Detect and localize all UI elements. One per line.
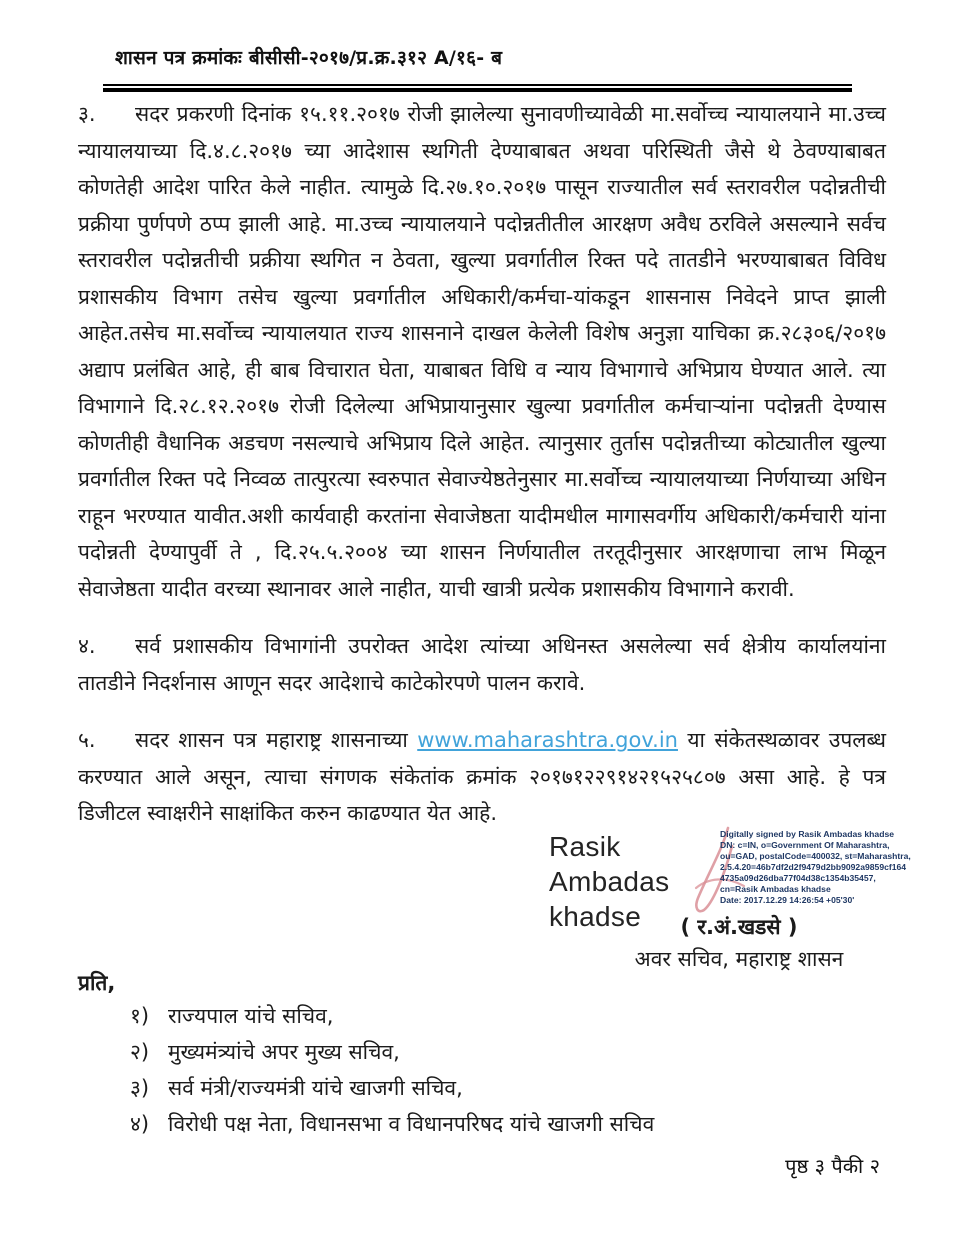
letter-body bbox=[78, 96, 895, 853]
copy-to-item bbox=[130, 1110, 850, 1146]
signature-detail-line: 2.5.4.20=46b7df2d2f9479d2bb9092a9859cf164 bbox=[720, 862, 907, 872]
signatory-name-marathi: ( र.अं.खडसे ) bbox=[680, 915, 798, 939]
paragraph-3-text: सदर प्रकरणी दिनांक १५.११.२०१७ रोजी झालेल्या सुनावणीच्यावेळी मा.सर्वोच्च न्यायालयाने मा.उच्च न्यायालयाच्या दि.४.८.२०१७ च्या आदेशास स्थगिती देण्याबाबत अथवा परिस्थिती जैसे थे ठेवण्याबाबत कोणतेही आदेश पारित केले नाहीत. त्यामुळे दि.२७.१०.२०१७ पासून राज्यातील सर्व स्तरावरील पदोन्नतीची प्रक्रीया पुर्णपणे ठप्प झाली आहे. मा.उच्च न्यायालयाने पदोन्नतीतील आरक्षण अवैध ठरविले असल्याने सर्वच स्तरावरील पदोन्नतीची प्रक्रीया स्थगित न ठेवता, खुल्या प्रवर्गातील रिक्त पदे तातडीने भरण्याबाबत विविध प्रशासकीय विभाग तसेच खुल्या प्रवर्गातील अधिकारी/कर्मचा-यांकडून शासनास निवेदने प्राप्त झाली आहेत.तसेच मा.सर्वोच्च न्यायालयात राज्य शासनाने दाखल केलेली विशेष अनुज्ञा याचिका क्र.२८३०६/२०१७ अद्याप प्रलंबित आहे, ही बाब विचारात घेता, याबाबत विधि व न्याय विभागाचे अभिप्राय घेण्यात आले. त्या विभागाने दि.२८.१२.२०१७ रोजी दिलेल्या अभिप्रायानुसार खुल्या प्रवर्गातील कर्मचाऱ्यांना पदोन्नती देण्यास कोणतीही वैधानिक अडचण नसल्याचे अभिप्राय दिले आहेत. त्यानुसार तुर्तास पदोन्नतीच्या कोट्यातील खुल्या प्रवर्गातील रिक्त पदे निव्वळ तात्पुरत्या स्वरुपात सेवाज्येष्ठतेनुसार मा.सर्वोच्च न्यायालयाच्या निर्णयाच्या अधिन राहून भरण्यात यावीत.अशी कार्यवाही करतांना सेवाजेष्ठता यादीमधील मागासवर्गीय अधिकारी/कर्मचारी यांना पदोन्नती देण्यापुर्वी ते , दि.२५.५.२००४ च्या शासन निर्णयातील तरतूदीनुसार आरक्षणाचा लाभ मिळून सेवाजेष्ठता यादीत वरच्या स्थानावर आले नाहीत, याची खात्री प्रत्येक प्रशासकीय विभागाने करावी. bbox=[78, 102, 886, 601]
signature-detail-line: Digitally signed by Rasik Ambadas khadse bbox=[720, 829, 895, 839]
copy-to-item-text: सर्व मंत्री/राज्यमंत्री यांचे खाजगी सचिव, bbox=[168, 1076, 463, 1100]
paragraph-5-text-before-link: सदर शासन पत्र महाराष्ट्र शासनाच्या bbox=[135, 728, 418, 752]
header-divider bbox=[103, 84, 852, 92]
paragraph-4-number: ४. bbox=[78, 634, 96, 658]
copy-to-item-number: २) bbox=[130, 1040, 150, 1064]
copy-to-item-number: ३) bbox=[130, 1076, 150, 1100]
copy-to-item-text: राज्यपाल यांचे सचिव, bbox=[168, 1004, 334, 1028]
paragraph-3-number: ३. bbox=[78, 102, 96, 126]
paragraph-5-number: ५. bbox=[78, 728, 96, 752]
paragraph-5-text-after-link: या संकेतस्थळावर उपलब्ध करण्यात आले असून, त्याचा संगणक संकेतांक क्रमांक २०१७१२२९१४२१५२५८०७ असा आहे. हे पत्र डिजीटल स्वाक्षरीने साक्षांकित करुन काढण्यात येत आहे. bbox=[78, 728, 886, 825]
digital-signature-name-line2: khadse bbox=[549, 901, 642, 932]
copy-to-item bbox=[130, 1038, 850, 1074]
paragraph-4 bbox=[78, 628, 886, 701]
copy-to-label: प्रति, bbox=[78, 971, 116, 995]
copy-to-list bbox=[130, 1002, 850, 1146]
letter-reference-number: शासन पत्र क्रमांकः बीसीसी-२०१७/प्र.क्र.३१२ A/१६- ब bbox=[115, 47, 503, 69]
signature-detail-line: ou=GAD, postalCode=400032, st=Maharashtra, bbox=[720, 851, 911, 861]
paragraph-4-text: सर्व प्रशासकीय विभागांनी उपरोक्त आदेश त्यांच्या अधिनस्त असलेल्या सर्व क्षेत्रीय कार्यालयांना तातडीने निदर्शनास आणून सदर आदेशाचे काटेकोरपणे पालन करावे. bbox=[78, 634, 886, 695]
copy-to-item-text: मुख्यमंत्र्यांचे अपर मुख्य सचिव, bbox=[168, 1040, 400, 1064]
maharashtra-gov-link[interactable]: www.maharashtra.gov.in bbox=[417, 728, 678, 752]
signatory-designation: अवर सचिव, महाराष्ट्र शासन bbox=[634, 947, 844, 971]
paragraph-5 bbox=[78, 722, 886, 832]
signature-detail-line: Date: 2017.12.29 14:26:54 +05'30' bbox=[720, 895, 855, 905]
copy-to-item-text: विरोधी पक्ष नेता, विधानसभा व विधानपरिषद यांचे खाजगी सचिव bbox=[168, 1112, 655, 1136]
copy-to-item bbox=[130, 1074, 850, 1110]
header-divider-thick-line bbox=[103, 88, 852, 92]
digital-signature-name-line1: Rasik Ambadas bbox=[549, 831, 670, 897]
signature-detail-line: DN: c=IN, o=Government Of Maharashtra, bbox=[720, 840, 890, 850]
page-number-footer: पृष्ठ ३ पैकी २ bbox=[785, 1154, 880, 1178]
signature-detail-line: 4735a09d26dba77f04d38c1354b35457, bbox=[720, 873, 876, 883]
signature-detail-line: cn=Rasik Ambadas khadse bbox=[720, 884, 831, 894]
signatory-block bbox=[545, 911, 933, 975]
copy-to-item-number: ४) bbox=[130, 1112, 150, 1136]
copy-to-item bbox=[130, 1002, 850, 1038]
copy-to-item-number: १) bbox=[130, 1004, 150, 1028]
digital-signature-details bbox=[720, 829, 911, 906]
paragraph-3 bbox=[78, 96, 886, 607]
